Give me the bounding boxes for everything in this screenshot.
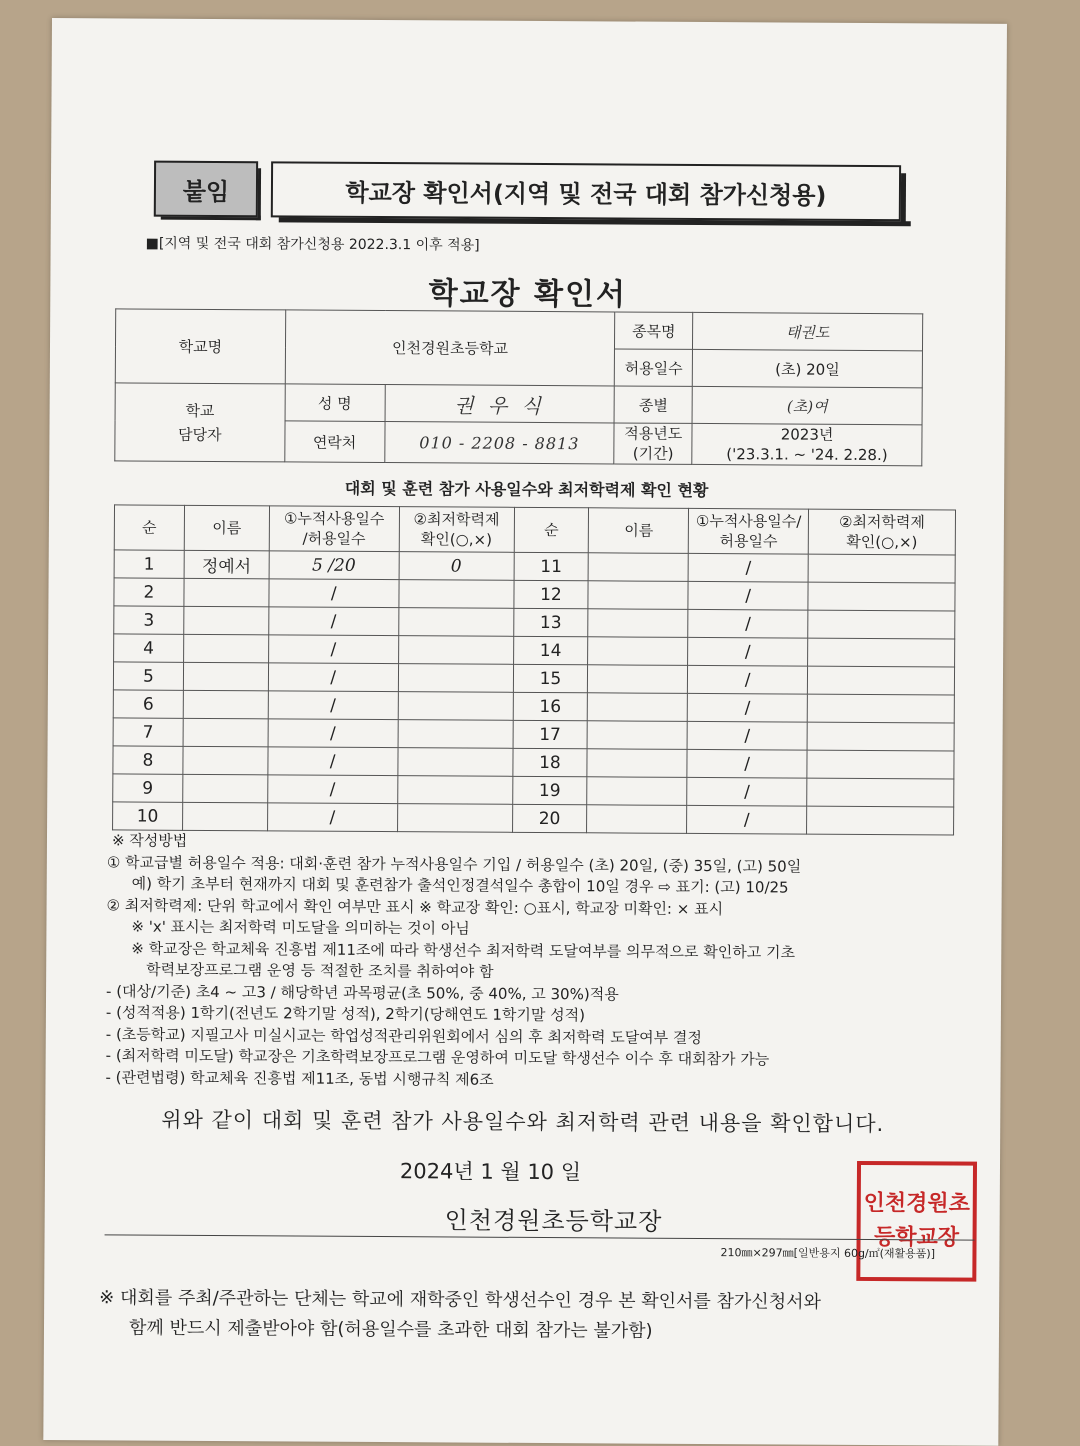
row-number: 12 bbox=[513, 580, 588, 608]
section-title: 대회 및 훈련 참가 사용일수와 최저학력제 확인 현황 bbox=[344, 478, 709, 501]
row-number: 13 bbox=[513, 608, 588, 636]
cumulative-days: / bbox=[268, 775, 398, 804]
table-header-cell: ①누적사용일수 /허용일수 bbox=[269, 506, 399, 552]
student-name bbox=[183, 690, 268, 719]
cumulative-days: / bbox=[687, 749, 807, 778]
manager-name-value: 권 우 식 bbox=[385, 385, 615, 423]
cumulative-days: / bbox=[687, 693, 807, 722]
allowed-days-label: 허용일수 bbox=[615, 349, 693, 386]
cumulative-days: / bbox=[268, 719, 398, 748]
footer-line: ※ 대회를 주최/주관하는 단체는 학교에 재학중인 학생선수인 경우 본 확인서를 참가신청서와 bbox=[99, 1287, 821, 1313]
min-academic-check bbox=[808, 582, 955, 611]
student-name bbox=[588, 581, 688, 610]
table-row bbox=[113, 802, 954, 835]
allowed-days-value: (초) 20일 bbox=[692, 349, 922, 387]
min-academic-check bbox=[397, 776, 512, 805]
confirmation-statement: 위와 같이 대회 및 훈련 참가 사용일수와 최저학력 관련 내용을 확인합니다. bbox=[161, 1107, 885, 1137]
cumulative-days: / bbox=[268, 635, 398, 664]
student-name: 정예서 bbox=[184, 550, 269, 579]
student-name bbox=[183, 746, 268, 775]
type-value: (초)여 bbox=[692, 386, 922, 424]
issue-date: 2024년 1 월 10 일 bbox=[399, 1159, 582, 1185]
min-academic-check: 0 bbox=[399, 552, 514, 581]
table-header-cell: ②최저학력제 확인(○,×) bbox=[808, 509, 955, 555]
cumulative-days: / bbox=[268, 691, 398, 720]
table-header-cell: 이름 bbox=[589, 508, 689, 554]
instruction-line: - (최저학력 미도달) 학교장은 기초학력보장프로그램 운영하여 미도달 학생선수 이수 후 대회참가 가능 bbox=[105, 1046, 770, 1069]
row-number: 17 bbox=[513, 720, 588, 748]
school-name-label: 학교명 bbox=[115, 309, 285, 384]
cumulative-days: / bbox=[268, 747, 398, 776]
type-label: 종별 bbox=[614, 386, 692, 423]
instruction-line: ※ 'x' 표시는 최저학력 미도달을 의미하는 것이 아님 bbox=[131, 917, 470, 938]
min-academic-check bbox=[398, 636, 513, 665]
footer-line: 함께 반드시 제출받아야 함(허용일수를 초과한 대회 참가는 불가함) bbox=[128, 1317, 653, 1342]
row-number: 4 bbox=[114, 634, 184, 662]
min-academic-check bbox=[807, 694, 954, 723]
min-academic-check bbox=[807, 666, 954, 695]
min-academic-check bbox=[398, 664, 513, 693]
student-name bbox=[587, 805, 687, 834]
row-number: 2 bbox=[114, 578, 184, 606]
attachment-tag: 붙임 bbox=[154, 161, 258, 218]
min-academic-check bbox=[398, 748, 513, 777]
table-header-row bbox=[114, 505, 955, 555]
student-name bbox=[588, 637, 688, 666]
row-number: 9 bbox=[113, 774, 183, 802]
student-name bbox=[588, 553, 688, 582]
min-academic-check bbox=[399, 580, 514, 609]
min-academic-check bbox=[808, 638, 955, 667]
row-number: 18 bbox=[512, 748, 587, 776]
school-name-value: 인천경원초등학교 bbox=[285, 310, 615, 386]
year-label: 적용년도 (기간) bbox=[614, 423, 692, 464]
student-name bbox=[183, 634, 268, 663]
seal-text: 인천경원초등학교장 bbox=[863, 1190, 970, 1251]
row-number: 15 bbox=[513, 664, 588, 692]
row-number: 20 bbox=[512, 804, 587, 832]
instruction-line: ※ 학교장은 학교체육 진흥법 제11조에 따라 학생선수 최저학력 도달여부를 의무적으로 확인하고 기초 bbox=[131, 939, 796, 962]
student-name bbox=[184, 606, 269, 635]
contact-value: 010 - 2208 - 8813 bbox=[384, 422, 614, 464]
sport-value: 태권도 bbox=[693, 312, 923, 350]
student-name bbox=[587, 749, 687, 778]
instruction-line: 예) 학기 초부터 현재까지 대회 및 훈련참가 출석인정결석일수 총합이 10일 경우 ⇨ 표기: (고) 10/25 bbox=[131, 874, 789, 897]
cumulative-days: / bbox=[267, 803, 397, 832]
row-number: 1 bbox=[114, 550, 184, 578]
cumulative-days: / bbox=[688, 609, 808, 638]
instruction-line: ※ 작성방법 bbox=[111, 831, 188, 850]
student-name bbox=[183, 718, 268, 747]
table-header-cell: 이름 bbox=[184, 505, 269, 551]
row-number: 8 bbox=[113, 746, 183, 774]
min-academic-check bbox=[808, 610, 955, 639]
cumulative-days: / bbox=[687, 805, 807, 834]
row-number: 19 bbox=[512, 776, 587, 804]
min-academic-check bbox=[398, 692, 513, 721]
paper-spec: 210㎜×297㎜[일반용지 60g/㎡(재활용품)] bbox=[720, 1246, 936, 1261]
min-academic-check bbox=[807, 778, 954, 807]
student-name bbox=[588, 693, 688, 722]
instruction-line: - (관련법령) 학교체육 진흥법 제11조, 동법 시행규칙 제6조 bbox=[105, 1067, 494, 1089]
cumulative-days: 5 /20 bbox=[269, 551, 399, 580]
instruction-line: - (초등학교) 지필고사 미실시교는 학업성적관리위원회에서 심의 후 최저학력 도달여부 결정 bbox=[105, 1024, 703, 1047]
applicability-note: ■[지역 및 전국 대회 참가신청용 2022.3.1 이후 적용] bbox=[145, 235, 480, 254]
cumulative-days: / bbox=[269, 579, 399, 608]
instructions bbox=[105, 830, 987, 1093]
min-academic-check bbox=[807, 722, 954, 751]
cumulative-days: / bbox=[268, 663, 398, 692]
student-name bbox=[588, 609, 688, 638]
document-paper bbox=[43, 18, 1007, 1446]
contact-label: 연락처 bbox=[285, 421, 385, 463]
student-name bbox=[182, 802, 267, 831]
student-name bbox=[183, 662, 268, 691]
min-academic-check bbox=[398, 720, 513, 749]
cumulative-days: / bbox=[688, 665, 808, 694]
min-academic-check bbox=[807, 806, 954, 835]
row-number: 5 bbox=[113, 662, 183, 690]
student-name bbox=[183, 774, 268, 803]
sport-label: 종목명 bbox=[615, 312, 693, 349]
instruction-line: ① 학교급별 허용일수 적용: 대회·훈련 참가 누적사용일수 기입 / 허용일수 (초) 20일, (중) 35일, (고) 50일 bbox=[106, 852, 802, 876]
instruction-line: - (성적적용) 1학기(전년도 2학기말 성적), 2학기(당해연도 1학기말 성적) bbox=[105, 1003, 586, 1025]
row-number: 14 bbox=[513, 636, 588, 664]
cumulative-days: / bbox=[269, 607, 399, 636]
min-academic-check bbox=[807, 750, 954, 779]
year-value: 2023년 ('23.3.1. ~ '24. 2.28.) bbox=[692, 423, 922, 465]
row-number: 6 bbox=[113, 690, 183, 718]
cumulative-days: / bbox=[687, 721, 807, 750]
school-info-table bbox=[114, 308, 923, 466]
footer-note bbox=[99, 1283, 979, 1348]
document-title: 학교장 확인서 bbox=[428, 276, 628, 313]
row-number: 16 bbox=[513, 692, 588, 720]
instruction-line: 학력보장프로그램 운영 등 적절한 조치를 취하여야 함 bbox=[146, 960, 494, 981]
min-academic-check bbox=[808, 554, 955, 583]
cumulative-days: / bbox=[687, 777, 807, 806]
row-number: 11 bbox=[514, 552, 589, 580]
min-academic-check bbox=[398, 608, 513, 637]
student-name bbox=[587, 721, 687, 750]
manager-name-label: 성 명 bbox=[285, 384, 385, 422]
instruction-line: ② 최저학력제: 단위 학교에서 확인 여부만 표시 ※ 학교장 확인: ○표시, 학교장 미확인: × 표시 bbox=[106, 895, 724, 918]
form-title-box: 학교장 확인서(지역 및 전국 대회 참가신청용) bbox=[271, 161, 901, 221]
student-name bbox=[588, 665, 688, 694]
cumulative-days: / bbox=[688, 553, 808, 582]
row-number: 7 bbox=[113, 718, 183, 746]
principal-signature-line: 인천경원초등학교장 bbox=[444, 1206, 663, 1236]
table-header-cell: 순 bbox=[114, 505, 184, 550]
cumulative-days: / bbox=[688, 637, 808, 666]
table-header-cell: ①누적사용일수/ 허용일수 bbox=[689, 508, 809, 554]
participation-table bbox=[112, 504, 956, 835]
min-academic-check bbox=[397, 804, 512, 833]
manager-label: 학교 담당자 bbox=[115, 383, 285, 462]
official-seal bbox=[856, 1161, 977, 1282]
table-header-cell: ②최저학력제 확인(○,×) bbox=[399, 507, 514, 553]
table-header-cell: 순 bbox=[514, 507, 589, 552]
row-number: 10 bbox=[113, 802, 183, 830]
student-name bbox=[587, 777, 687, 806]
instruction-line: - (대상/기준) 초4 ~ 고3 / 해당학년 과목평균(초 50%, 중 40%, 고 30%)적용 bbox=[106, 981, 619, 1003]
cumulative-days: / bbox=[688, 581, 808, 610]
student-name bbox=[184, 578, 269, 607]
row-number: 3 bbox=[114, 606, 184, 634]
